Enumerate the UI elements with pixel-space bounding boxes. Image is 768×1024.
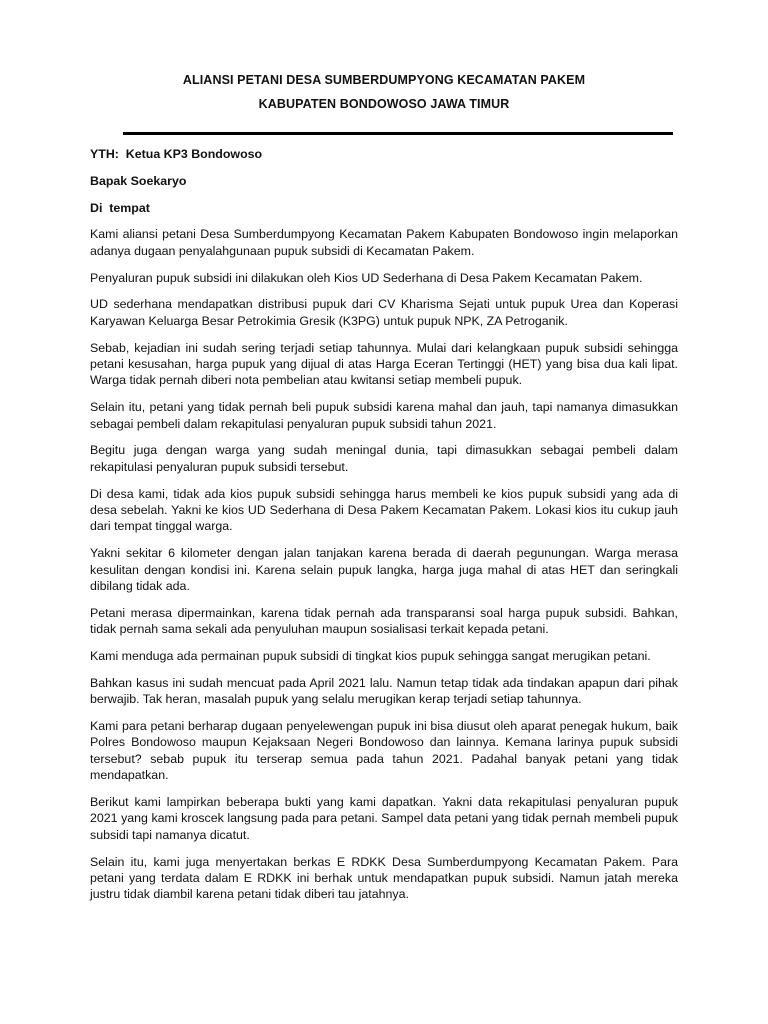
recipient-name: Bapak Soekaryo bbox=[90, 173, 187, 188]
paragraph-9: Petani merasa dipermainkan, karena tidak pernah ada transparansi soal harga pupuk subsidi. Bahkan, tidak pernah sama sekali ada penyuluhan maupun sosialisasi terkait kepada petani. bbox=[90, 605, 678, 637]
paragraph-10: Kami menduga ada permainan pupuk subsidi di tingkat kios pupuk sehingga sangat merugikan petani. bbox=[90, 649, 651, 664]
paragraph-13: Berikut kami lampirkan beberapa bukti yang kami dapatkan. Yakni data rekapitulasi penyaluran pupuk 2021 yang kami kroscek langsung pada para petani. Sampel data petani yang tidak pernah membeli pupuk subsidi tapi namanya dicatut. bbox=[90, 795, 678, 842]
paragraph-3: UD sederhana mendapatkan distribusi pupuk dari CV Kharisma Sejati untuk pupuk Urea dan Koperasi Karyawan Keluarga Besar Petrokimia Gresik (K3PG) untuk pupuk NPK, ZA Petroganik. bbox=[90, 297, 678, 328]
paragraph-1: Kami aliansi petani Desa Sumberdumpyong Kecamatan Pakem Kabupaten Bondowoso ingin melaporkan adanya dugaan penyalahgunaan pupuk subsidi di Kecamatan Pakem. bbox=[90, 227, 678, 258]
paragraph-14: Selain itu, kami juga menyertakan berkas E RDKK Desa Sumberdumpyong Kecamatan Pakem. Para petani yang terdata dalam E RDKK ini berhak untuk mendapatkan pupuk subsidi. Namun jatah mereka justru tidak diambil karena petani tidak diberi tau jatahnya. bbox=[90, 854, 678, 902]
paragraph-8: Yakni sekitar 6 kilometer dengan jalan tanjakan karena berada di daerah pegunungan. Warga merasa kesulitan dengan kondisi ini. Karena selain pupuk langka, harga juga mahal di atas HET dan seringkali dibilang tidak ada. bbox=[90, 546, 678, 594]
paragraph-2: Penyaluran pupuk subsidi ini dilakukan oleh Kios UD Sederhana di Desa Pakem Kecamatan Pakem. bbox=[90, 270, 643, 285]
letter-body bbox=[90, 146, 678, 913]
paragraph-11: Bahkan kasus ini sudah mencuat pada April 2021 lalu. Namun tetap tidak ada tindakan apapun dari pihak berwajib. Tak heran, masalah pupuk yang selalu merugikan kerap terjadi setiap tahunnya. bbox=[90, 675, 678, 707]
paragraph-4: Sebab, kejadian ini sudah sering terjadi setiap tahunnya. Mulai dari kelangkaan pupuk subsidi sehingga petani kesusahan, harga pupuk yang dijual di atas Harga Eceran Tertinggi (HET) yang bisa dua kali lipat. Warga tidak pernah diberi nota pembelian atau kwitansi setiap membeli pupuk. bbox=[90, 340, 678, 388]
paragraph-12: Kami para petani berharap dugaan penyelewengan pupuk ini bisa diusut oleh aparat penegak hukum, baik Polres Bondowoso maupun Kejaksaan Negeri Bondowoso dan lainnya. Kemana larinya pupuk subsidi tersebut? sebab pupuk itu terserap semua pada tahun 2021. Padahal banyak petani yang tidak mendapatkan. bbox=[90, 719, 678, 783]
paragraph-7: Di desa kami, tidak ada kios pupuk subsidi sehingga harus membeli ke kios pupuk subsidi yang ada di desa sebelah. Yakni ke kios UD Sederhana di Desa Pakem Kecamatan Pakem. Lokasi kios itu cukup jauh dari tempat tinggal warga. bbox=[90, 486, 678, 534]
paragraph-6: Begitu juga dengan warga yang sudah meningal dunia, tapi dimasukkan sebagai pembeli dalam rekapitulasi penyaluran pupuk subsidi tersebut. bbox=[90, 443, 678, 474]
recipient-line: YTH: Ketua KP3 Bondowoso bbox=[90, 147, 263, 161]
letterhead-subtitle: KABUPATEN BONDOWOSO JAWA TIMUR bbox=[258, 97, 510, 111]
header-divider bbox=[123, 132, 673, 135]
recipient-location: Di tempat bbox=[90, 200, 150, 215]
paragraph-5: Selain itu, petani yang tidak pernah beli pupuk subsidi karena mahal dan jauh, tapi namanya dimasukkan sebagai pembeli dalam rekapitulasi penyaluran pupuk subsidi tahun 2021. bbox=[90, 400, 678, 431]
letterhead-title: ALIANSI PETANI DESA SUMBERDUMPYONG KECAMATAN PAKEM bbox=[182, 73, 586, 87]
